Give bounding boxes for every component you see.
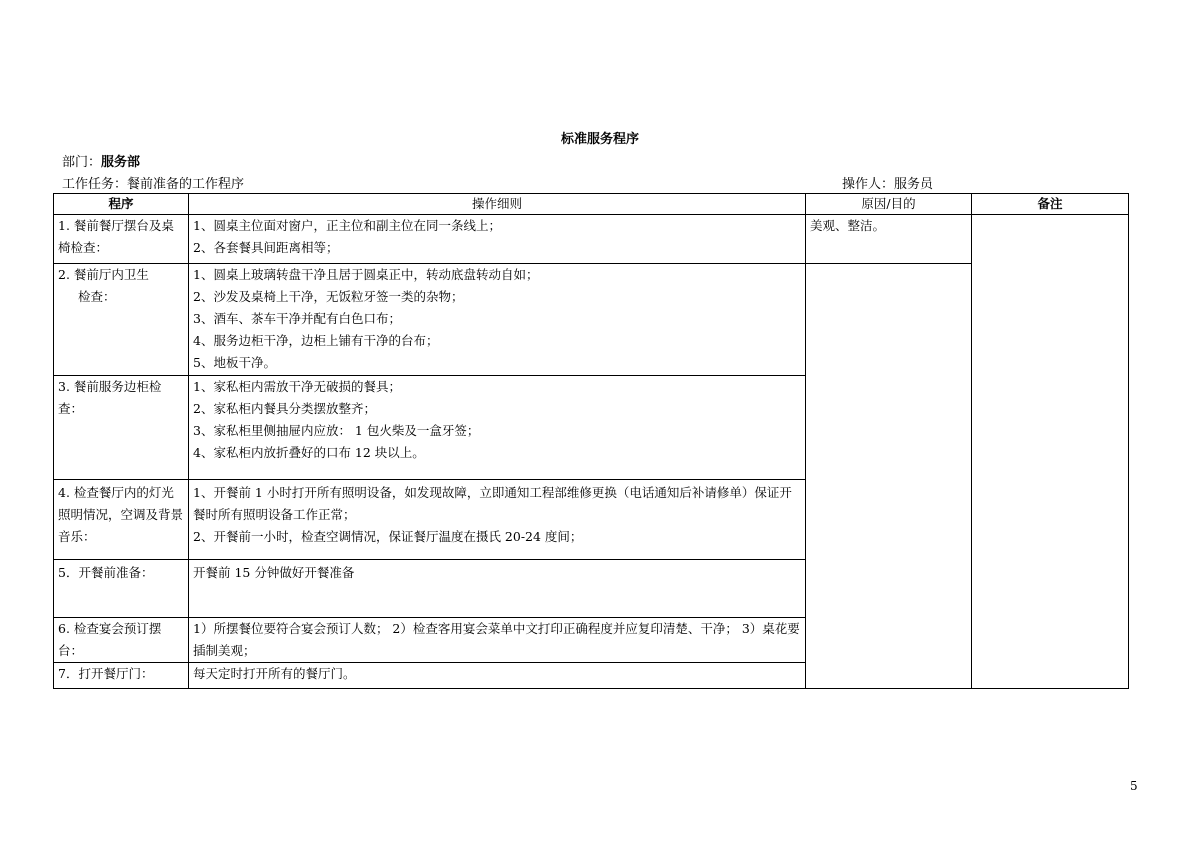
header-reason: 原因/目的: [806, 194, 972, 215]
detail-line: 2、各套餐具间距离相等；: [193, 240, 339, 255]
detail-line: 1、圆桌上玻璃转盘干净且居于圆桌正中，转动底盘转动自如；: [193, 267, 539, 282]
detail-line: 5、地板干净。: [193, 355, 276, 370]
detail-line: 1、圆桌主位面对窗户，正主位和副主位在同一条线上；: [193, 218, 501, 233]
detail-line: 3、家私柜里侧抽屉内应放： 1 包火柴及一盒牙签；: [193, 423, 480, 438]
department-label: 部门：: [62, 155, 102, 170]
reason-cell-empty: [806, 264, 972, 689]
remarks-cell: [972, 215, 1129, 689]
detail-line: 4、家私柜内放折叠好的口布 12 块以上。: [193, 445, 425, 460]
step-cell: 7．打开餐厅门：: [54, 663, 189, 689]
step-cell: [54, 264, 189, 376]
details-cell: [189, 264, 806, 376]
step-cell: 6. 检查宴会预订摆台：: [54, 618, 189, 663]
details-cell: [189, 618, 806, 663]
details-cell: [189, 663, 806, 689]
page-number: 5: [1130, 779, 1138, 793]
step-line: 2. 餐前厅内卫生: [58, 267, 149, 282]
header-details: 操作细则: [189, 194, 806, 215]
step-cell: 5．开餐前准备：: [54, 560, 189, 618]
details-cell: [189, 560, 806, 618]
details-cell: [189, 480, 806, 560]
details-cell: [189, 215, 806, 264]
step-cell: 1. 餐前餐厅摆台及桌椅检查：: [54, 215, 189, 264]
detail-line: 2、沙发及桌椅上干净，无饭粒牙签一类的杂物；: [193, 289, 464, 304]
detail-line: 2、家私柜内餐具分类摆放整齐；: [193, 401, 376, 416]
work-task: 工作任务：餐前准备的工作程序: [62, 177, 245, 192]
detail-line: 1）所摆餐位要符合宴会预订人数； 2）检查客用宴会菜单中文打印正确程度并应复印清楚、干净； 3）桌花要插制美观；: [193, 621, 800, 658]
detail-line: 1、家私柜内需放干净无破损的餐具；: [193, 379, 401, 394]
header-procedure: 程序: [54, 194, 189, 215]
operator: 操作人：服务员: [842, 177, 934, 192]
table-row: [54, 264, 1129, 376]
procedure-table: [53, 193, 1129, 689]
detail-line: 2、开餐前一小时，检查空调情况，保证餐厅温度在摄氏 20-24 度间；: [193, 529, 583, 544]
step-line: 检查：: [78, 289, 116, 304]
details-cell: [189, 376, 806, 480]
table-row: [54, 215, 1129, 264]
header-remarks: 备注: [972, 194, 1129, 215]
step-cell: 3. 餐前服务边柜检查：: [54, 376, 189, 480]
page-title: 标准服务程序: [560, 132, 639, 147]
detail-line: 3、酒车、茶车干净并配有白色口布；: [193, 311, 401, 326]
detail-line: 每天定时打开所有的餐厅门。: [193, 666, 356, 681]
table-header-row: [54, 194, 1129, 215]
step-cell: 4. 检查餐厅内的灯光照明情况，空调及背景音乐：: [54, 480, 189, 560]
reason-cell: 美观、整洁。: [806, 215, 972, 264]
detail-line: 4、服务边柜干净，边柜上铺有干净的台布；: [193, 333, 439, 348]
detail-line: 1、开餐前 1 小时打开所有照明设备，如发现故障，立即通知工程部维修更换（电话通知后补请修单）保证开餐时所有照明设备工作正常；: [193, 485, 792, 522]
department-value: 服务部: [101, 155, 141, 170]
detail-line: 开餐前 15 分钟做好开餐准备: [193, 565, 355, 580]
department-line: [62, 151, 140, 170]
